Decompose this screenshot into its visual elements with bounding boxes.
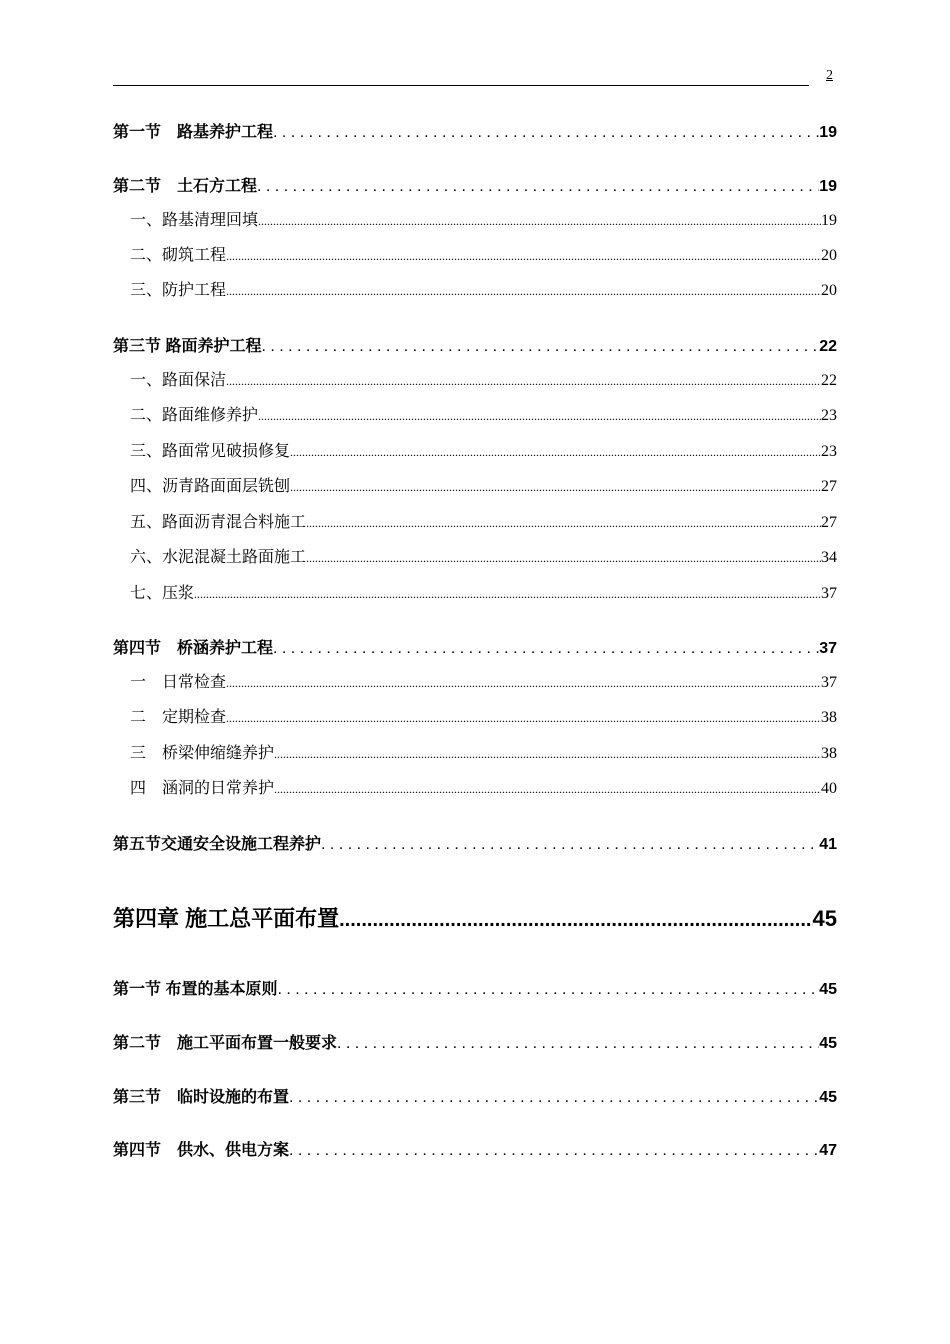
dot-leader: [289, 1089, 819, 1107]
toc-entry-page: 20: [821, 247, 837, 264]
toc-entry-page: 45: [819, 1035, 837, 1052]
toc-entry[interactable]: [113, 1137, 837, 1160]
toc-entry-page: 23: [821, 407, 837, 424]
toc-entry-page: 27: [821, 478, 837, 495]
toc-entry[interactable]: [113, 402, 837, 425]
toc-entry[interactable]: [113, 119, 837, 142]
toc-entry-page: 19: [819, 178, 837, 195]
dot-leader: [273, 640, 819, 658]
dot-leader: [274, 745, 821, 763]
toc-entry-page: 37: [821, 585, 837, 602]
toc-entry[interactable]: [113, 509, 837, 532]
dot-leader: [257, 178, 819, 196]
toc-entry-label: 四、沥青路面面层铣刨: [130, 478, 291, 495]
toc-entry-label: 二、砌筑工程: [130, 247, 227, 264]
dot-leader: [306, 549, 821, 567]
dot-leader: [226, 282, 821, 300]
dot-leader: [261, 338, 819, 356]
toc-entry-label: 第四节 桥涵养护工程: [113, 640, 274, 657]
toc-entry[interactable]: [113, 669, 837, 692]
toc-entry[interactable]: [113, 740, 837, 763]
dot-leader: [290, 478, 821, 496]
dot-leader: [290, 443, 821, 461]
toc-entry-label: 六、水泥混凝土路面施工: [130, 549, 307, 566]
dot-leader: [289, 1142, 819, 1160]
toc-entry-label: 一、路基清理回填: [130, 212, 259, 229]
toc-entry-label: 第四章 施工总平面布置: [113, 906, 340, 931]
toc-entry[interactable]: [113, 544, 837, 567]
dot-leader: [194, 585, 821, 603]
dot-leader: [226, 247, 821, 265]
toc-entry-label: 一 日常检查: [130, 674, 227, 691]
toc-entry[interactable]: [113, 207, 837, 230]
toc-entry-label: 三、路面常见破损修复: [130, 443, 291, 460]
toc-entry[interactable]: [113, 173, 837, 196]
toc-entry[interactable]: [113, 1030, 837, 1053]
dot-leader: [273, 124, 819, 142]
toc-entry[interactable]: [113, 775, 837, 798]
toc-entry[interactable]: [113, 367, 837, 390]
dot-leader: [226, 372, 821, 390]
toc-entry-page: 38: [821, 709, 837, 726]
toc-entry[interactable]: [113, 580, 837, 603]
dot-leader: [226, 674, 821, 692]
toc-entry-page: 41: [819, 836, 837, 853]
toc-entry-label: 第四节 供水、供电方案: [113, 1142, 290, 1159]
toc-entry-label: 一、路面保洁: [130, 372, 227, 389]
dot-leader: [258, 212, 821, 230]
toc-entry[interactable]: [113, 277, 837, 300]
page-header-rule: [113, 85, 809, 86]
toc-entry-page: 38: [821, 745, 837, 762]
dot-leader: [258, 407, 821, 425]
dot-leader: [339, 906, 812, 932]
toc-entry-page: 19: [819, 124, 837, 141]
toc-entry-page: 45: [812, 906, 837, 931]
dot-leader: [277, 981, 819, 999]
toc-entry-label: 五、路面沥青混合料施工: [130, 514, 307, 531]
toc-entry-page: 45: [819, 981, 837, 998]
toc-entry-label: 七、压浆: [130, 585, 195, 602]
toc-entry-page: 19: [821, 212, 837, 229]
toc-entry-label: 二、路面维修养护: [130, 407, 259, 424]
toc-entry-label: 第三节 路面养护工程: [113, 338, 262, 355]
toc-entry-page: 40: [821, 780, 837, 797]
toc-entry[interactable]: [113, 242, 837, 265]
toc-entry-page: 20: [821, 282, 837, 299]
toc-entry-page: 37: [821, 674, 837, 691]
toc-entry[interactable]: [113, 438, 837, 461]
toc-entry-page: 47: [819, 1142, 837, 1159]
toc-entry[interactable]: [113, 333, 837, 356]
toc-entry-label: 三 桥梁伸缩缝养护: [130, 745, 275, 762]
toc-entry[interactable]: [113, 635, 837, 658]
toc-entry-label: 第三节 临时设施的布置: [113, 1089, 290, 1106]
toc-entry-label: 第五节交通安全设施工程养护: [113, 836, 322, 853]
toc-entry-page: 22: [819, 338, 837, 355]
toc-entry-label: 第一节 路基养护工程: [113, 124, 274, 141]
toc-entry-label: 第一节 布置的基本原则: [113, 981, 278, 998]
dot-leader: [274, 780, 821, 798]
toc-entry[interactable]: [113, 473, 837, 496]
toc-entry-label: 二 定期检查: [130, 709, 227, 726]
toc-entry[interactable]: [113, 831, 837, 854]
toc-entry[interactable]: [113, 976, 837, 999]
toc-entry-label: 第二节 土石方工程: [113, 178, 258, 195]
toc-entry-page: 34: [821, 549, 837, 566]
toc-entry[interactable]: [113, 704, 837, 727]
toc-entry-page: 22: [821, 372, 837, 389]
toc-entry-label: 四 涵洞的日常养护: [130, 780, 275, 797]
toc-entry-label: 三、防护工程: [130, 282, 227, 299]
dot-leader: [337, 1035, 819, 1053]
dot-leader: [321, 836, 819, 854]
toc-entry-page: 27: [821, 514, 837, 531]
dot-leader: [306, 514, 821, 532]
dot-leader: [226, 709, 821, 727]
toc-entry-page: 23: [821, 443, 837, 460]
toc-entry-label: 第二节 施工平面布置一般要求: [113, 1035, 338, 1052]
toc-entry-page: 45: [819, 1089, 837, 1106]
toc-entry[interactable]: [113, 1084, 837, 1107]
page-number: 2: [826, 68, 833, 83]
toc-entry-page: 37: [819, 640, 837, 657]
toc-chapter-entry[interactable]: [113, 902, 837, 933]
